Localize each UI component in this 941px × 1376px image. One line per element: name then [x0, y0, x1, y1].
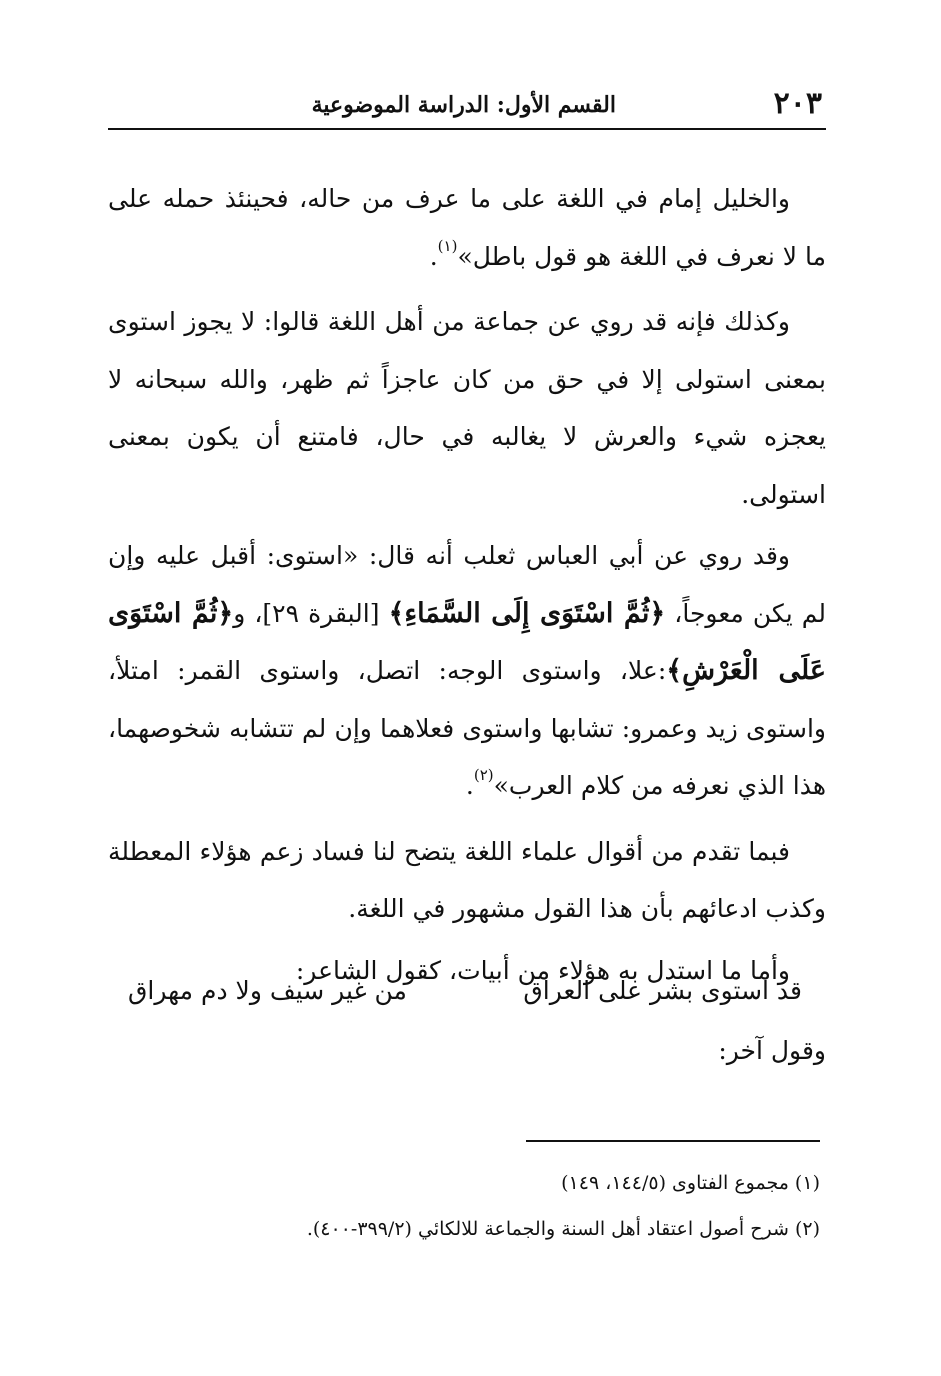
page-header [108, 84, 826, 130]
footnote-2: (٢) شرح أصول اعتقاد أهل السنة والجماعة للالكائي (٣٩٩/٢-٤٠٠). [306, 1218, 820, 1240]
page-number: ٢٠٣ [773, 86, 822, 121]
running-title: القسم الأول: الدراسة الموضوعية [311, 92, 616, 118]
poem-hemistich-second: من غير سيف ولا دم مهراق [128, 976, 407, 1005]
paragraph-3 [108, 527, 826, 819]
paragraph-4: فبما تقدم من أقوال علماء اللغة يتضح لنا فساد زعم هؤلاء المعطلة وكذب ادعائهم بأن هذا القول مشهور في اللغة. [108, 836, 826, 923]
paragraph-5: وأما ما استدل به هؤلاء من أبيات، كقول الشاعر: [295, 955, 790, 985]
footnote-marker-2: (٢) [473, 766, 494, 784]
paragraph-1-end: . [429, 241, 438, 271]
after-poem-text: وقول آخر: [718, 1036, 826, 1065]
footnote-separator [526, 1140, 820, 1142]
paragraph-3-end: . [465, 771, 474, 800]
paragraph-1 [108, 170, 826, 289]
main-text [108, 170, 826, 1003]
quran-verse-2: ﴿ثُمَّ اسْتَوَى عَلَى الْعَرْشِ﴾ [108, 597, 826, 686]
quran-verse-1: ﴿ثُمَّ اسْتَوَى إِلَى السَّمَاءِ﴾ [388, 597, 666, 629]
paragraph-1-text: والخليل إمام في اللغة على ما عرف من حاله، فحينئذ حمله على ما لا نعرف في اللغة هو قول باطل» [108, 184, 826, 271]
paragraph-3-text-b: :علا، واستوى الوجه: اتصل، واستوى القمر: امتلأ، واستوى زيد وعمرو: تشابها واستوى فعلاهما وإن لم تتشابه شخوصهما، هذا الذي نعرفه من كلام العرب» [108, 656, 826, 800]
paragraph-2: وكذلك فإنه قد روي عن جماعة من أهل اللغة قالوا: لا يجوز استوى بمعنى استولى إلا في حق من كان عاجزاً ثم ظهر، والله سبحانه لا يعجزه شيء والعرش لا يغالبه في حال، فامتنع أن يكون بمعنى استولى. [108, 307, 826, 509]
footnotes [108, 1160, 820, 1252]
footnote-marker-1: (١) [437, 236, 458, 255]
paragraph-3-text-a: وقد روي عن أبي العباس ثعلب أنه قال: «استوى: أقبل عليه وإن لم يكن معوجاً، [108, 541, 826, 628]
verse-reference: [البقرة ٢٩]، و [233, 598, 389, 628]
poem-hemistich-first: قد استوى بشر على العراق [523, 976, 802, 1005]
footnote-1: (١) مجموع الفتاوى (١٤٤/٥، ١٤٩) [561, 1172, 820, 1194]
